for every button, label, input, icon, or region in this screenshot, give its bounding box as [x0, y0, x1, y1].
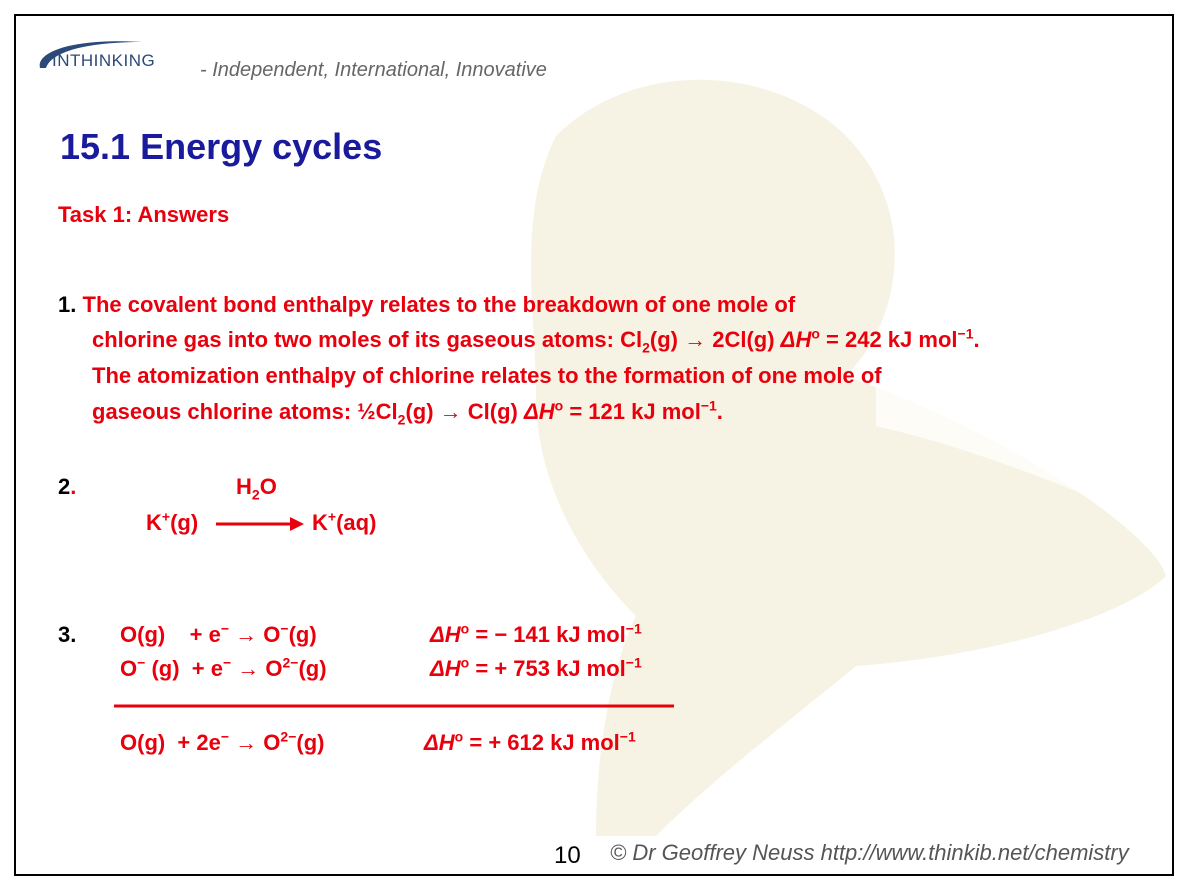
q1-line2-deg: o [811, 325, 820, 342]
q3-eq3-arrow: → O [235, 730, 281, 755]
q3-eq1-state: (g) [288, 622, 317, 647]
logo-text: INTHINKING [52, 51, 156, 70]
sum-line [114, 702, 678, 710]
tagline: - Independent, International, Innovative [200, 59, 547, 81]
q3-eq2-o-sup: − [137, 654, 146, 671]
q3-eq1-arrow: → O [235, 622, 281, 647]
q1-line4-exp: −1 [700, 397, 717, 414]
footer-credit: © Dr Geoffrey Neuss http://www.thinkib.net/chemistry [610, 840, 1129, 865]
q1-line4-dh: ΔH [523, 399, 555, 424]
q3-eq1-value: = − 141 kJ mol [475, 622, 626, 647]
q2-product-symbol: K [312, 510, 328, 535]
q2-o: O [259, 474, 277, 499]
page-number: 10 [554, 842, 581, 869]
q2-reactant-state: (g) [170, 510, 199, 535]
q3-eq2-dh: ΔH [430, 656, 461, 681]
q1-line4-eq: (g) → Cl(g) [405, 399, 518, 424]
q1-line1: 1. The covalent bond enthalpy relates to the breakdown of one mole of [58, 292, 796, 317]
q3-eq2-value: = + 753 kJ mol [475, 656, 626, 681]
q3-eq2-state: (g) [298, 656, 327, 681]
q1-line2: chlorine gas into two moles of its gaseous atoms: $Cl_2(g) \to 2Cl(g) \Delta H^o = 242$ kJ mol$^{-1}$. [92, 325, 980, 356]
q3-eq1-o-sup: − [280, 620, 289, 637]
q3-eq2-o2-sup: 2− [282, 654, 299, 671]
q1-line3: The atomization enthalpy of chlorine relates to the formation of one mole of [92, 363, 882, 388]
q3-eq3-value: = + 612 kJ mol [469, 730, 620, 755]
q3-eq3-exp: −1 [619, 728, 636, 745]
q1-line2-dh: ΔH [780, 327, 812, 352]
q3-eq2-enthalpy [430, 656, 642, 682]
q3-eq1-dh: ΔH [430, 622, 461, 647]
q3-eq3-state: (g) [296, 730, 325, 755]
q3-eq3-o-sup: 2− [280, 728, 297, 745]
q1-line4: gaseous chlorine atoms: $\frac{1}{2}Cl_2(g) \to Cl(g) \Delta H^o = 121$ kJ mol$^{-1}$. [92, 397, 723, 428]
q3-eq2-lhs [120, 656, 327, 682]
q2-reactant [146, 510, 198, 536]
slide-frame [14, 14, 1174, 876]
q1-line2-exp: −1 [957, 325, 974, 342]
q3-eq3-lhs-text: O(g) + 2e [120, 730, 221, 755]
q1-line2-eq: (g) → 2Cl(g) [649, 327, 775, 352]
q2-product-sup: + [327, 508, 337, 525]
q3-eq2-deg: o [460, 654, 470, 671]
q2-h-sub: 2 [251, 486, 260, 503]
q3-eq3-deg: o [454, 728, 464, 745]
q1-line4-sub: 2 [397, 411, 406, 428]
q3-eq1-e-sup: − [220, 620, 230, 637]
q3-eq1-exp: −1 [625, 620, 642, 637]
q2-reaction-arrow [216, 514, 306, 534]
task-heading: Task 1: Answers [58, 202, 230, 227]
q1-line4-value: = 121 kJ mol [569, 399, 701, 424]
q1-line1-text: The covalent bond enthalpy relates to the breakdown of one mole of [82, 292, 796, 317]
q3-eq3-dh: ΔH [424, 730, 455, 755]
q2-product-state: (aq) [336, 510, 377, 535]
q1-number: 1 [58, 292, 71, 317]
q3-eq2-o: O [120, 656, 138, 681]
q1-line2-text: chlorine gas into two moles of its gaseous atoms: Cl [92, 327, 643, 352]
q1-line4-deg: o [554, 397, 564, 414]
q3-eq2-mid: (g) + e [151, 656, 223, 681]
q3-eq1-lhs [120, 622, 317, 648]
q3-eq2-exp: −1 [625, 654, 642, 671]
q2-above-arrow [236, 474, 277, 503]
q1-line2-value: = 242 kJ mol [826, 327, 958, 352]
q2-number: 2 [58, 474, 71, 499]
q2-reactant-sup: + [161, 508, 171, 525]
q1-line2-sub: 2 [642, 339, 650, 356]
q3-eq2-e-sup: − [222, 654, 232, 671]
q1-line4-text: gaseous chlorine atoms: ½Cl [92, 399, 398, 424]
page-title: 15.1 Energy cycles [60, 126, 383, 167]
q3-number: 3. [58, 622, 77, 647]
q3-eq1-lhs-text: O(g) + e [120, 622, 221, 647]
q2-product [312, 510, 376, 536]
q3-eq2-arrow: → O [237, 656, 283, 681]
q2-number-line: 2. [58, 474, 77, 499]
q3-eq1-enthalpy [430, 622, 642, 648]
q3-eq3-enthalpy [424, 730, 636, 756]
q2-reactant-symbol: K [146, 510, 162, 535]
q3-eq3-e-sup: − [220, 728, 230, 745]
q3-eq1-deg: o [460, 620, 470, 637]
q3-eq3-lhs [120, 730, 324, 756]
q2-h: H [236, 474, 252, 499]
